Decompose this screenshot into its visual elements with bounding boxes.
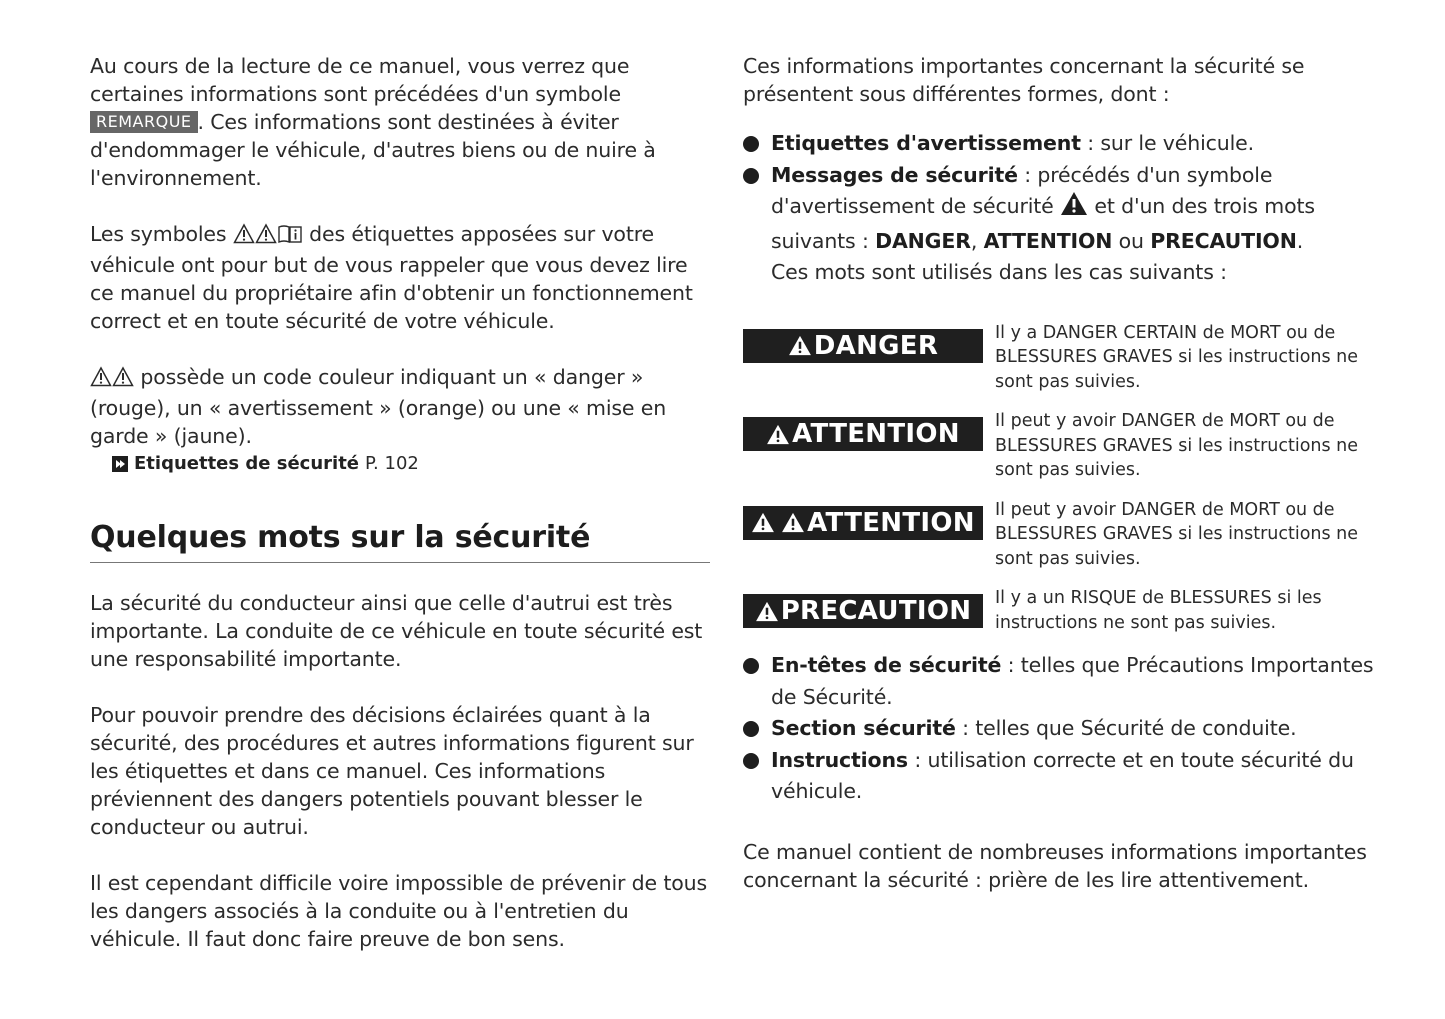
forms-intro-paragraph: Ces informations importantes concernant la sécurité se présentent sous différentes formes, dont :	[743, 54, 1305, 106]
list-item-text: : utilisation correcte et en toute sécurité du véhicule.	[771, 747, 1354, 803]
list-item-title: Instructions	[771, 747, 908, 772]
signal-label: ATTENTION	[807, 507, 975, 538]
attention-signal-box	[743, 417, 983, 451]
outline-warning-triangle-icon	[233, 223, 255, 251]
list-item-text: et d'un des trois mots suivants :	[771, 194, 1315, 253]
bullet-dot-icon	[743, 658, 759, 674]
list-item	[743, 713, 1383, 745]
list-item-text: : précédés d'un symbole d'avertissement de sécurité	[771, 162, 1273, 218]
safety-forms-list	[743, 128, 1383, 289]
cross-reference-arrow-icon	[112, 456, 128, 472]
section-heading: Quelques mots sur la sécurité	[90, 520, 591, 555]
list-item	[743, 650, 1383, 713]
symbols-paragraph-text-end: des étiquettes apposées sur votre véhicule ont pour but de vous rappeler que vous devez lire ce manuel du propriétaire afin d'obtenir un fonctionnement correct et en toute sécurité de votre véhicule.	[90, 222, 693, 333]
list-item-text: : telles que Sécurité de conduite.	[955, 716, 1297, 740]
left-column	[90, 52, 710, 953]
remarque-paragraph-text-start: Au cours de la lecture de ce manuel, vous verrez que certaines informations sont précédées d'un symbole	[90, 54, 630, 106]
signal-row-attention-double	[743, 498, 1383, 572]
color-code-paragraph	[90, 363, 710, 450]
list-item-text: : telles que Précautions Importantes de Sécurité.	[771, 653, 1374, 709]
list-item-separator: ,	[970, 228, 984, 253]
list-item-title: Etiquettes d'avertissement	[771, 131, 1081, 155]
list-item-separator: ou	[1112, 228, 1151, 253]
color-code-paragraph-text: possède un code couleur indiquant un « danger » (rouge), un « avertissement » (orange) ou une « mise en garde » (jaune).	[90, 365, 667, 448]
bullet-dot-icon	[743, 168, 759, 184]
signal-word-danger: DANGER	[875, 228, 971, 253]
signal-row-precaution	[743, 586, 1383, 635]
danger-signal-box	[743, 329, 983, 363]
informed-decisions-paragraph: Pour pouvoir prendre des décisions éclairées quant à la sécurité, des procédures et autres informations figurent sur les étiquettes et dans ce manuel. Ces informations préviennent des dangers potentiels pouvant blesser le conducteur ou autrui.	[90, 703, 694, 839]
list-item	[743, 745, 1383, 808]
signal-description: Il y a un RISQUE de BLESSURES si les instructions ne sont pas suivies.	[995, 588, 1322, 633]
list-item-title: En-têtes de sécurité	[771, 653, 1002, 677]
filled-warning-triangle-icon	[751, 512, 775, 533]
signal-label: DANGER	[813, 330, 939, 361]
bullet-dot-icon	[743, 136, 759, 152]
signal-word-attention: ATTENTION	[983, 228, 1113, 253]
filled-warning-triangle-icon	[788, 335, 812, 356]
signal-description: Il peut y avoir DANGER de MORT ou de BLESSURES GRAVES si les instructions ne sont pas suivies.	[995, 411, 1359, 480]
bullet-dot-icon	[743, 753, 759, 769]
list-item-title: Section sécurité	[771, 716, 956, 740]
signal-word-table	[743, 321, 1383, 636]
filled-warning-triangle-icon	[781, 512, 805, 533]
common-sense-paragraph: Il est cependant difficile voire impossible de prévenir de tous les dangers associés à la conduite ou à l'entretien du véhicule. Il faut donc faire preuve de bon sens.	[90, 871, 708, 951]
list-item	[743, 128, 1383, 160]
remarque-paragraph-text-end: . Ces informations sont destinées à éviter d'endommager le véhicule, d'autres biens ou de nuire à l'environnement.	[90, 110, 656, 190]
cross-reference-label[interactable]: Etiquettes de sécurité	[134, 453, 359, 474]
signal-description: Il peut y avoir DANGER de MORT ou de BLESSURES GRAVES si les instructions ne sont pas suivies.	[995, 499, 1359, 569]
list-item-text: Ces mots sont utilisés dans les cas suivants :	[771, 260, 1227, 284]
outline-warning-triangle-icon	[90, 366, 112, 394]
list-item-text: : sur le véhicule.	[1080, 131, 1254, 155]
signal-label: ATTENTION	[792, 419, 960, 449]
remarque-paragraph	[90, 52, 710, 192]
safety-labels-cross-reference[interactable]	[112, 452, 710, 476]
filled-warning-triangle-icon	[766, 424, 790, 445]
bullet-dot-icon	[743, 721, 759, 737]
safety-importance-paragraph: La sécurité du conducteur ainsi que celle d'autrui est très importante. La conduite de ce véhicule en toute sécurité est une responsabilité importante.	[90, 591, 703, 671]
list-item-separator: .	[1296, 228, 1304, 253]
filled-warning-triangle-icon	[755, 601, 779, 622]
closing-paragraph: Ce manuel contient de nombreuses informations importantes concernant la sécurité : prière de les lire attentivement.	[743, 839, 1367, 892]
owners-manual-icon	[277, 223, 303, 251]
outline-warning-triangle-icon	[255, 223, 277, 251]
list-item	[743, 160, 1383, 289]
symbols-paragraph-text-start: Les symboles	[90, 222, 233, 246]
list-item-title: Messages de sécurité	[771, 162, 1018, 187]
signal-word-precaution: PRECAUTION	[1150, 228, 1297, 253]
signal-row-attention	[743, 409, 1383, 483]
heading-rule	[90, 562, 710, 563]
signal-description: Il y a DANGER CERTAIN de MORT ou de BLESSURES GRAVES si les instructions ne sont pas suivies.	[995, 322, 1359, 392]
filled-warning-triangle-icon	[1060, 191, 1088, 226]
attention-double-signal-box	[743, 506, 983, 540]
signal-row-danger	[743, 321, 1383, 395]
right-column	[743, 52, 1383, 894]
remarque-badge: REMARQUE	[90, 111, 198, 133]
signal-label: PRECAUTION	[780, 596, 972, 626]
precaution-signal-box	[743, 594, 983, 628]
safety-forms-list-continued	[743, 650, 1383, 808]
outline-warning-triangle-icon	[112, 366, 134, 394]
cross-reference-page[interactable]: P. 102	[365, 453, 419, 474]
symbols-paragraph	[90, 220, 710, 335]
